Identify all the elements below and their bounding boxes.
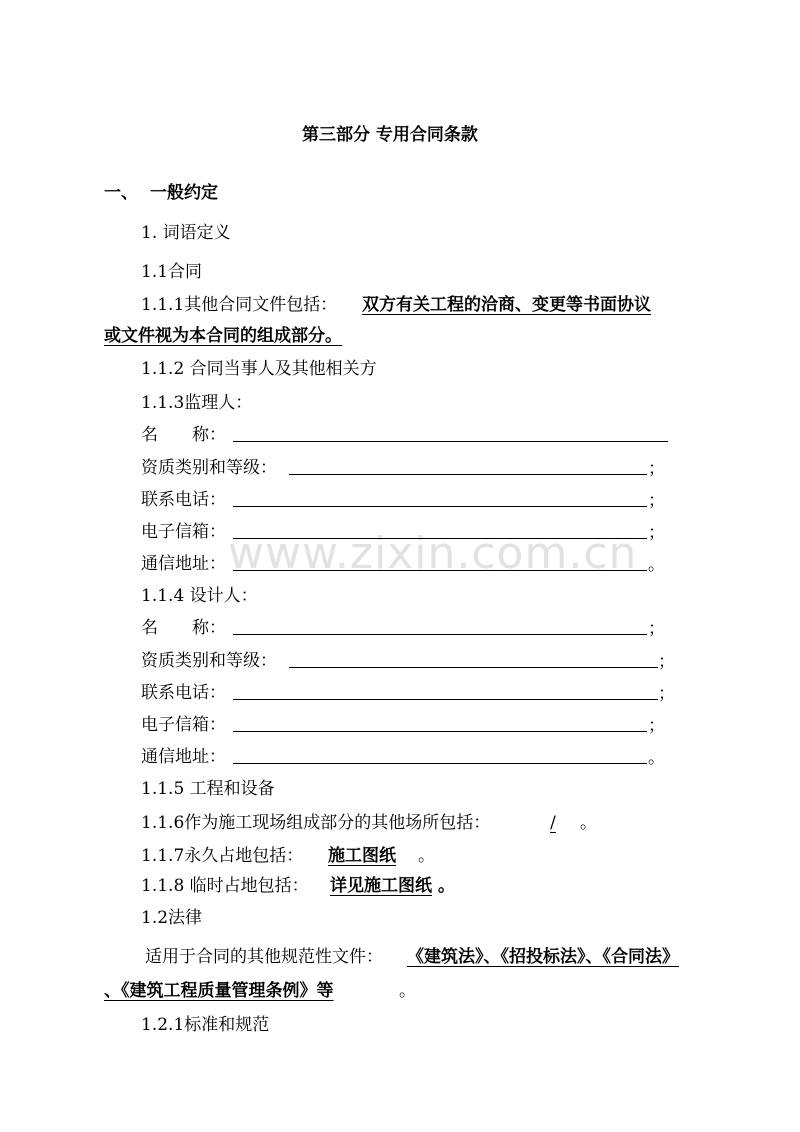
designer-name-field[interactable] bbox=[233, 634, 647, 635]
supervisor-addr-field[interactable] bbox=[233, 570, 647, 571]
clause-1-1-6-suffix: 。 bbox=[580, 813, 597, 833]
designer-name-semicolon: ； bbox=[648, 619, 665, 639]
clause-1-1-7-suffix: 。 bbox=[418, 846, 435, 866]
law-value-line2: 、《建筑工程质量管理条例》等 bbox=[104, 981, 334, 1001]
clause-1-1-6-prefix: 1.1.6作为施工现场组成部分的其他场所包括： bbox=[141, 813, 491, 833]
designer-email-semicolon: ； bbox=[648, 716, 665, 736]
clause-1-1-7-prefix: 1.1.7永久占地包括： bbox=[141, 846, 304, 866]
clause-1-1-1-prefix: 1.1.1其他合同文件包括： bbox=[141, 295, 338, 315]
clause-1-1-3-heading: 1.1.3监理人： bbox=[141, 393, 253, 413]
law-suffix: 。 bbox=[399, 981, 416, 1001]
supervisor-name-label: 名 称： bbox=[141, 425, 226, 445]
supervisor-qual-label: 资质类别和等级： bbox=[141, 458, 277, 478]
supervisor-addr-label: 通信地址： bbox=[141, 554, 226, 574]
designer-addr-field[interactable] bbox=[233, 763, 647, 764]
supervisor-addr-period: 。 bbox=[648, 555, 665, 575]
designer-email-field[interactable] bbox=[233, 731, 647, 732]
designer-addr-period: 。 bbox=[648, 748, 665, 768]
designer-addr-label: 通信地址： bbox=[141, 747, 226, 767]
section-number: 一、 bbox=[104, 183, 138, 203]
page-title: 第三部分 专用合同条款 bbox=[302, 125, 478, 145]
supervisor-email-semicolon: ； bbox=[648, 523, 665, 543]
clause-1-1-2: 1.1.2 合同当事人及其他相关方 bbox=[141, 359, 377, 379]
supervisor-qual-semicolon: ； bbox=[648, 459, 665, 479]
clause-1-1-8-prefix: 1.1.8 临时占地包括： bbox=[141, 876, 309, 896]
supervisor-phone-label: 联系电话： bbox=[141, 490, 226, 510]
designer-email-label: 电子信箱： bbox=[141, 715, 226, 735]
supervisor-phone-semicolon: ； bbox=[648, 491, 665, 511]
law-prefix: 适用于合同的其他规范性文件： bbox=[145, 947, 383, 967]
clause-1-1-4-heading: 1.1.4 设计人： bbox=[141, 586, 258, 606]
clause-1: 1. 词语定义 bbox=[141, 223, 231, 243]
clause-1-1-8-suffix: 。 bbox=[438, 876, 455, 896]
law-value-line1: 《建筑法》、《招投标法》、《合同法》 bbox=[407, 947, 679, 967]
designer-phone-field[interactable] bbox=[233, 699, 658, 700]
designer-qual-field[interactable] bbox=[289, 667, 658, 668]
section-heading: 一般约定 bbox=[150, 183, 218, 203]
designer-phone-semicolon: ； bbox=[658, 684, 675, 704]
clause-1-1-5: 1.1.5 工程和设备 bbox=[141, 779, 275, 799]
supervisor-email-label: 电子信箱： bbox=[141, 522, 226, 542]
designer-name-label: 名 称： bbox=[141, 618, 226, 638]
designer-phone-label: 联系电话： bbox=[141, 683, 226, 703]
clause-1-2: 1.2法律 bbox=[141, 908, 203, 928]
clause-1-1-7-value: 施工图纸 bbox=[328, 846, 396, 866]
designer-qual-label: 资质类别和等级： bbox=[141, 651, 277, 671]
supervisor-email-field[interactable] bbox=[233, 538, 647, 539]
supervisor-qual-field[interactable] bbox=[289, 474, 647, 475]
supervisor-phone-field[interactable] bbox=[233, 506, 647, 507]
clause-1-1-6-value: / bbox=[550, 813, 556, 833]
clause-1-1-1-value-line1: 双方有关工程的洽商、变更等书面协议 bbox=[362, 295, 651, 315]
watermark: www.zixin.com.cn bbox=[228, 528, 638, 579]
clause-1-1-8-value: 详见施工图纸 bbox=[330, 876, 432, 896]
clause-1-2-1: 1.2.1标准和规范 bbox=[141, 1015, 270, 1035]
supervisor-name-field[interactable] bbox=[233, 441, 668, 442]
clause-1-1-1-value-line2: 或文件视为本合同的组成部分。 bbox=[104, 326, 342, 346]
clause-1-1: 1.1合同 bbox=[141, 262, 203, 282]
designer-qual-semicolon: ； bbox=[658, 652, 675, 672]
